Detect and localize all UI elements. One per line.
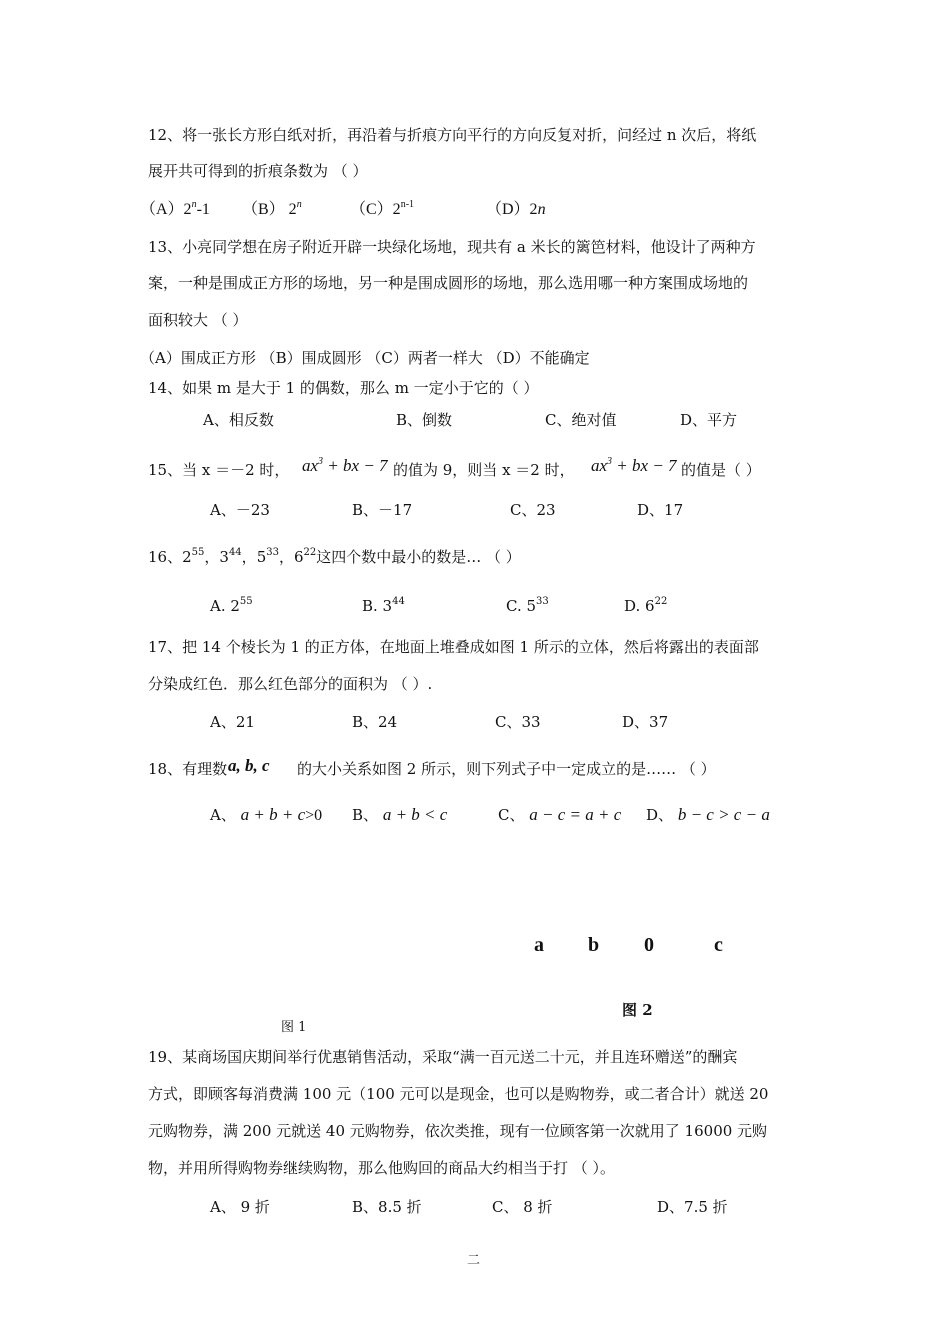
q15-suffix: 的值是（ ）: [681, 461, 761, 479]
q17-option-c: C、33: [495, 713, 541, 731]
figure2-label-b: b: [588, 934, 600, 956]
q19-option-c: C、 8 折: [492, 1198, 553, 1216]
q17-option-a: A、21: [210, 713, 255, 731]
page-footer: 二: [467, 1253, 481, 1268]
q12-line1: 12、将一张长方形白纸对折，再沿着与折痕方向平行的方向反复对折，问经过 n 次后，将纸: [148, 126, 757, 144]
q18-option-b: B、 a + b < c: [352, 805, 448, 824]
q14-line1: 14、如果 m 是大于 1 的偶数，那么 m 一定小于它的（ ）: [148, 379, 539, 397]
q16-option-c: C. $5^{33}$: [506, 596, 549, 615]
q19-option-a: A、 9 折: [210, 1198, 270, 1216]
q14-option-d: D、平方: [680, 411, 738, 429]
q15-expression-1: $ax^3$ + bx − 7: [302, 456, 388, 475]
q15-option-a: A、－23: [210, 501, 270, 519]
q12-option-c: （C）2$^{n-1}$: [350, 199, 415, 218]
q15-prefix: 15、当 x ＝－2 时，: [148, 461, 290, 479]
q16-line1: 16、$2^{55}$，$3^{44}$，$5^{33}$，$6^{22}$这四个数中最小的数是… （ ）: [148, 547, 521, 566]
q18-suffix: 的大小关系如图 2 所示，则下列式子中一定成立的是…… （ ）: [297, 760, 716, 778]
figure1-caption: 图 1: [281, 1020, 307, 1035]
q15-expression-2: $ax^3$ + bx − 7: [591, 456, 677, 475]
q19-line4: 物，并用所得购物券继续购物，那么他购回的商品大约相当于打 （ ）。: [148, 1159, 616, 1177]
q12-line2: 展开共可得到的折痕条数为 （ ）: [148, 162, 368, 180]
q15-option-c: C、23: [510, 501, 556, 519]
q19-line3: 元购物券，满 200 元就送 40 元购物券，依次类推，现有一位顾客第一次就用了 16000 元购: [148, 1122, 768, 1140]
figure2-label-c: c: [714, 934, 723, 956]
q12-option-d: （D）2n: [486, 201, 546, 218]
q17-option-b: B、24: [352, 713, 398, 731]
figure2-caption: 图 2: [622, 1001, 653, 1019]
q15-middle: 的值为 9，则当 x ＝2 时，: [393, 461, 575, 479]
q19-option-b: B、8.5 折: [352, 1198, 422, 1216]
q16-option-b: B. $3^{44}$: [362, 596, 405, 615]
q17-line2: 分染成红色．那么红色部分的面积为 （ ）.: [148, 675, 433, 693]
q18-prefix: 18、有理数: [148, 760, 228, 778]
q18-option-d: D、 b − c > c − a: [646, 805, 770, 824]
figure2-label-a: a: [534, 934, 544, 956]
q16-option-d: D. $6^{22}$: [624, 596, 668, 615]
q18-option-a: A、 a + b + c>0: [210, 805, 323, 824]
q18-option-c: C、 a − c = a + c: [498, 805, 622, 824]
q13-line1: 13、小亮同学想在房子附近开辟一块绿化场地，现共有 a 米长的篱笆材料，他设计了两种方: [148, 238, 756, 256]
q13-line3: 面积较大 （ ）: [148, 311, 248, 329]
q15-option-b: B、－17: [352, 501, 413, 519]
q15-option-d: D、17: [637, 501, 684, 519]
q18-variables: a, b, c: [228, 756, 270, 775]
q14-option-a: A、相反数: [203, 411, 274, 429]
q13-line2: 案，一种是围成正方形的场地，另一种是围成圆形的场地，那么选用哪一种方案围成场地的: [148, 274, 749, 292]
q19-line1: 19、某商场国庆期间举行优惠销售活动，采取“满一百元送二十元，并且连环赠送”的酬宾: [148, 1048, 738, 1066]
q19-option-d: D、7.5 折: [657, 1198, 728, 1216]
q14-option-b: B、倒数: [396, 411, 453, 429]
q17-line1: 17、把 14 个棱长为 1 的正方体，在地面上堆叠成如图 1 所示的立体，然后将露出的表面部: [148, 638, 759, 656]
q13-options: （A）围成正方形 （B）围成圆形 （C）两者一样大 （D）不能确定: [140, 349, 590, 367]
q12-option-b: （B） 2$^n$: [242, 199, 302, 218]
q17-option-d: D、37: [622, 713, 669, 731]
q14-option-c: C、绝对值: [545, 411, 617, 429]
q16-option-a: A. $2^{55}$: [210, 596, 253, 615]
q19-line2: 方式，即顾客每消费满 100 元（100 元可以是现金，也可以是购物券，或二者合计）就送 20: [148, 1085, 769, 1103]
figure2-label-0: 0: [644, 934, 654, 956]
q12-option-a: （A）2$^n$-1: [140, 199, 210, 218]
